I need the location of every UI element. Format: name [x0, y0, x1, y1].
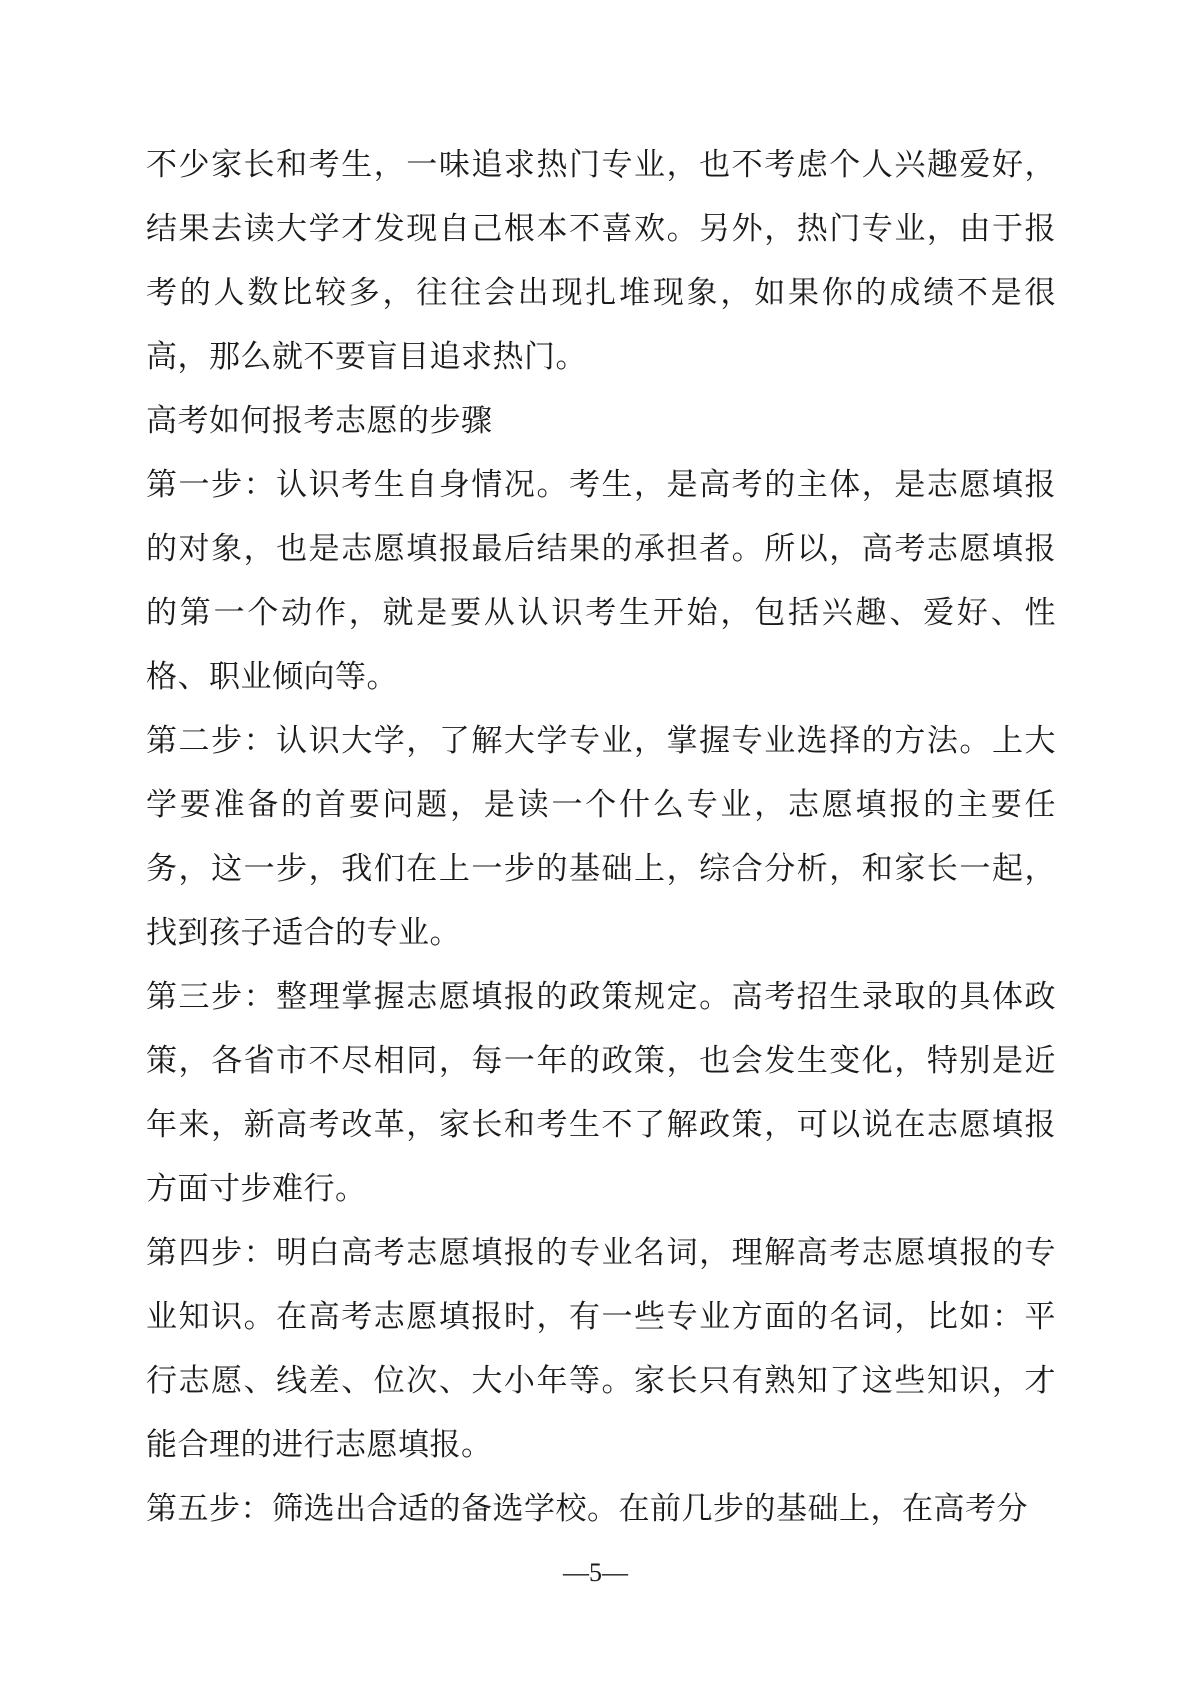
paragraph-step-5: 第五步：筛选出合适的备选学校。在前几步的基础上，在高考分: [146, 1491, 1028, 1527]
page-number: —5—: [563, 1558, 628, 1587]
paragraph-step-2: 第二步：认识大学，了解大学专业，掌握专业选择的方法。上大学要准备的首要问题，是读一个什么专业，志愿填报的主要任务，这一步，我们在上一步的基础上，综合分析，和家长一起，找到孩子适合的专业。: [146, 723, 1056, 951]
paragraph-step-4: 第四步：明白高考志愿填报的专业名词，理解高考志愿填报的专业知识。在高考志愿填报时，有一些专业方面的名词，比如：平行志愿、线差、位次、大小年等。家长只有熟知了这些知识，才能合理的进行志愿填报。: [146, 1235, 1056, 1463]
body-text: [146, 133, 1056, 1541]
paragraph-step-1: 第一步：认识考生自身情况。考生，是高考的主体，是志愿填报的对象，也是志愿填报最后结果的承担者。所以，高考志愿填报的第一个动作，就是要从认识考生开始，包括兴趣、爱好、性格、职业倾向等。: [146, 467, 1056, 695]
section-heading: 高考如何报考志愿的步骤: [146, 403, 493, 439]
paragraph-hot-majors: 不少家长和考生，一味追求热门专业，也不考虑个人兴趣爱好，结果去读大学才发现自己根本不喜欢。另外，热门专业，由于报考的人数比较多，往往会出现扎堆现象，如果你的成绩不是很高，那么就不要盲目追求热门。: [146, 147, 1056, 375]
paragraph-step-3: 第三步：整理掌握志愿填报的政策规定。高考招生录取的具体政策，各省市不尽相同，每一年的政策，也会发生变化，特别是近年来，新高考改革，家长和考生不了解政策，可以说在志愿填报方面寸步难行。: [146, 979, 1056, 1207]
